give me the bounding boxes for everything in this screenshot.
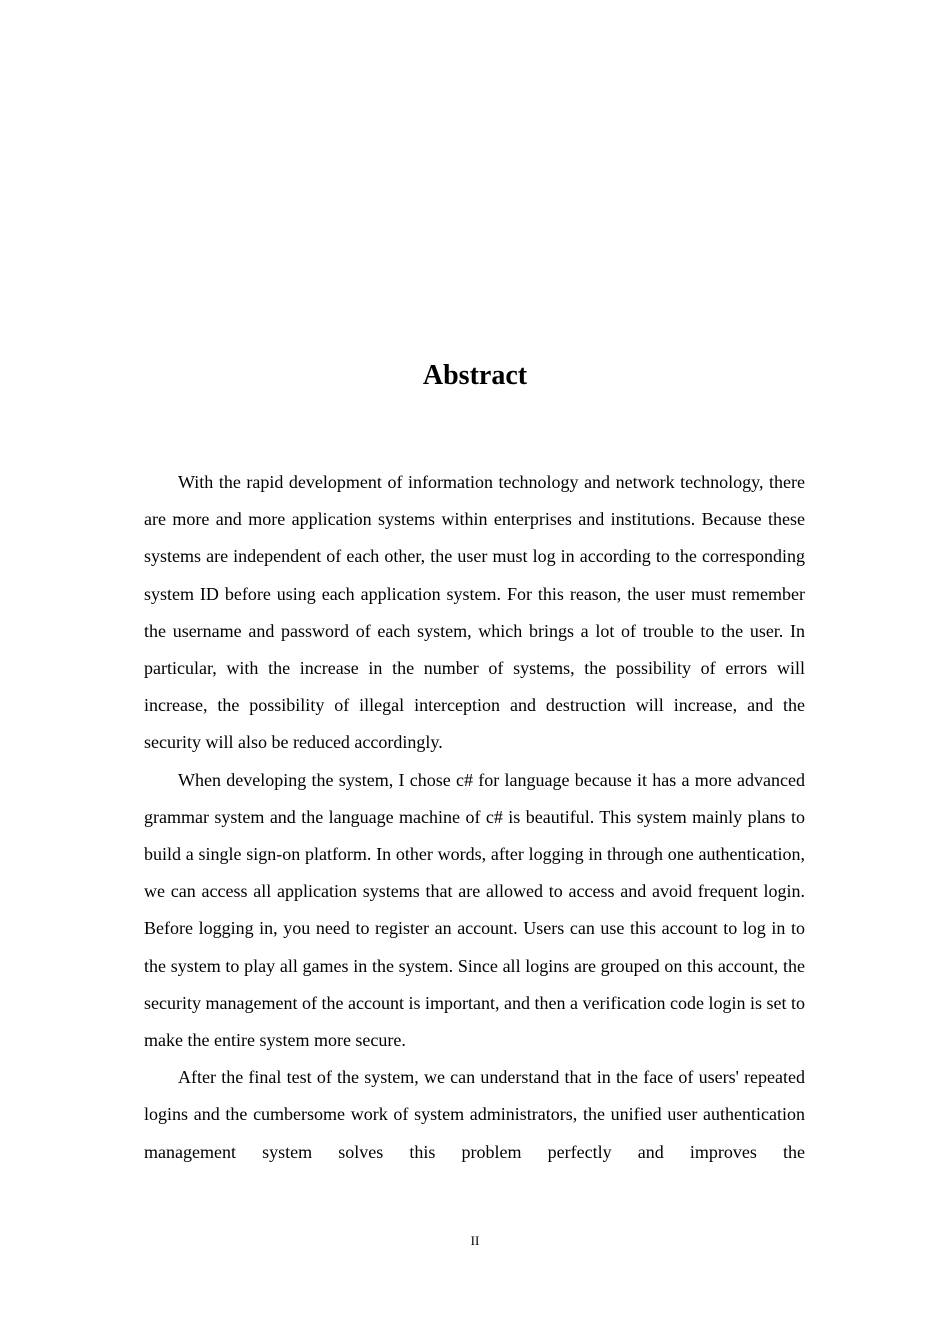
page-number: II	[470, 1233, 480, 1248]
abstract-paragraph-2: When developing the system, I chose c# for language because it has a more advanced grammar system and the language machine of c# is beautiful. This system mainly plans to build a single sign-on platform. In other words, after logging in through one authentication, we can access all application systems that are allowed to access and avoid frequent login. Before logging in, you need to register an account. Users can use this account to log in to the system to play all games in the system. Since all logins are grouped on this account, the security management of the account is important, and then a verification code login is set to make the entire system more secure.	[144, 769, 805, 1051]
abstract-paragraph-1: With the rapid development of information technology and network technology, there are more and more application systems within enterprises and institutions. Because these systems are independent of each other, the user must log in according to the corresponding system ID before using each application system. For this reason, the user must remember the username and password of each system, which brings a lot of trouble to the user. In particular, with the increase in the number of systems, the possibility of errors will increase, the possibility of illegal interception and destruction will increase, and the security will also be reduced accordingly.	[144, 472, 805, 753]
abstract-paragraph-3: After the final test of the system, we can understand that in the face of users' repeated logins and the cumbersome work of system administrators, the unified user authentication management system solves this problem perfectly and improves the	[144, 1067, 805, 1162]
page-title: Abstract	[422, 360, 528, 391]
abstract-body	[144, 464, 805, 1171]
